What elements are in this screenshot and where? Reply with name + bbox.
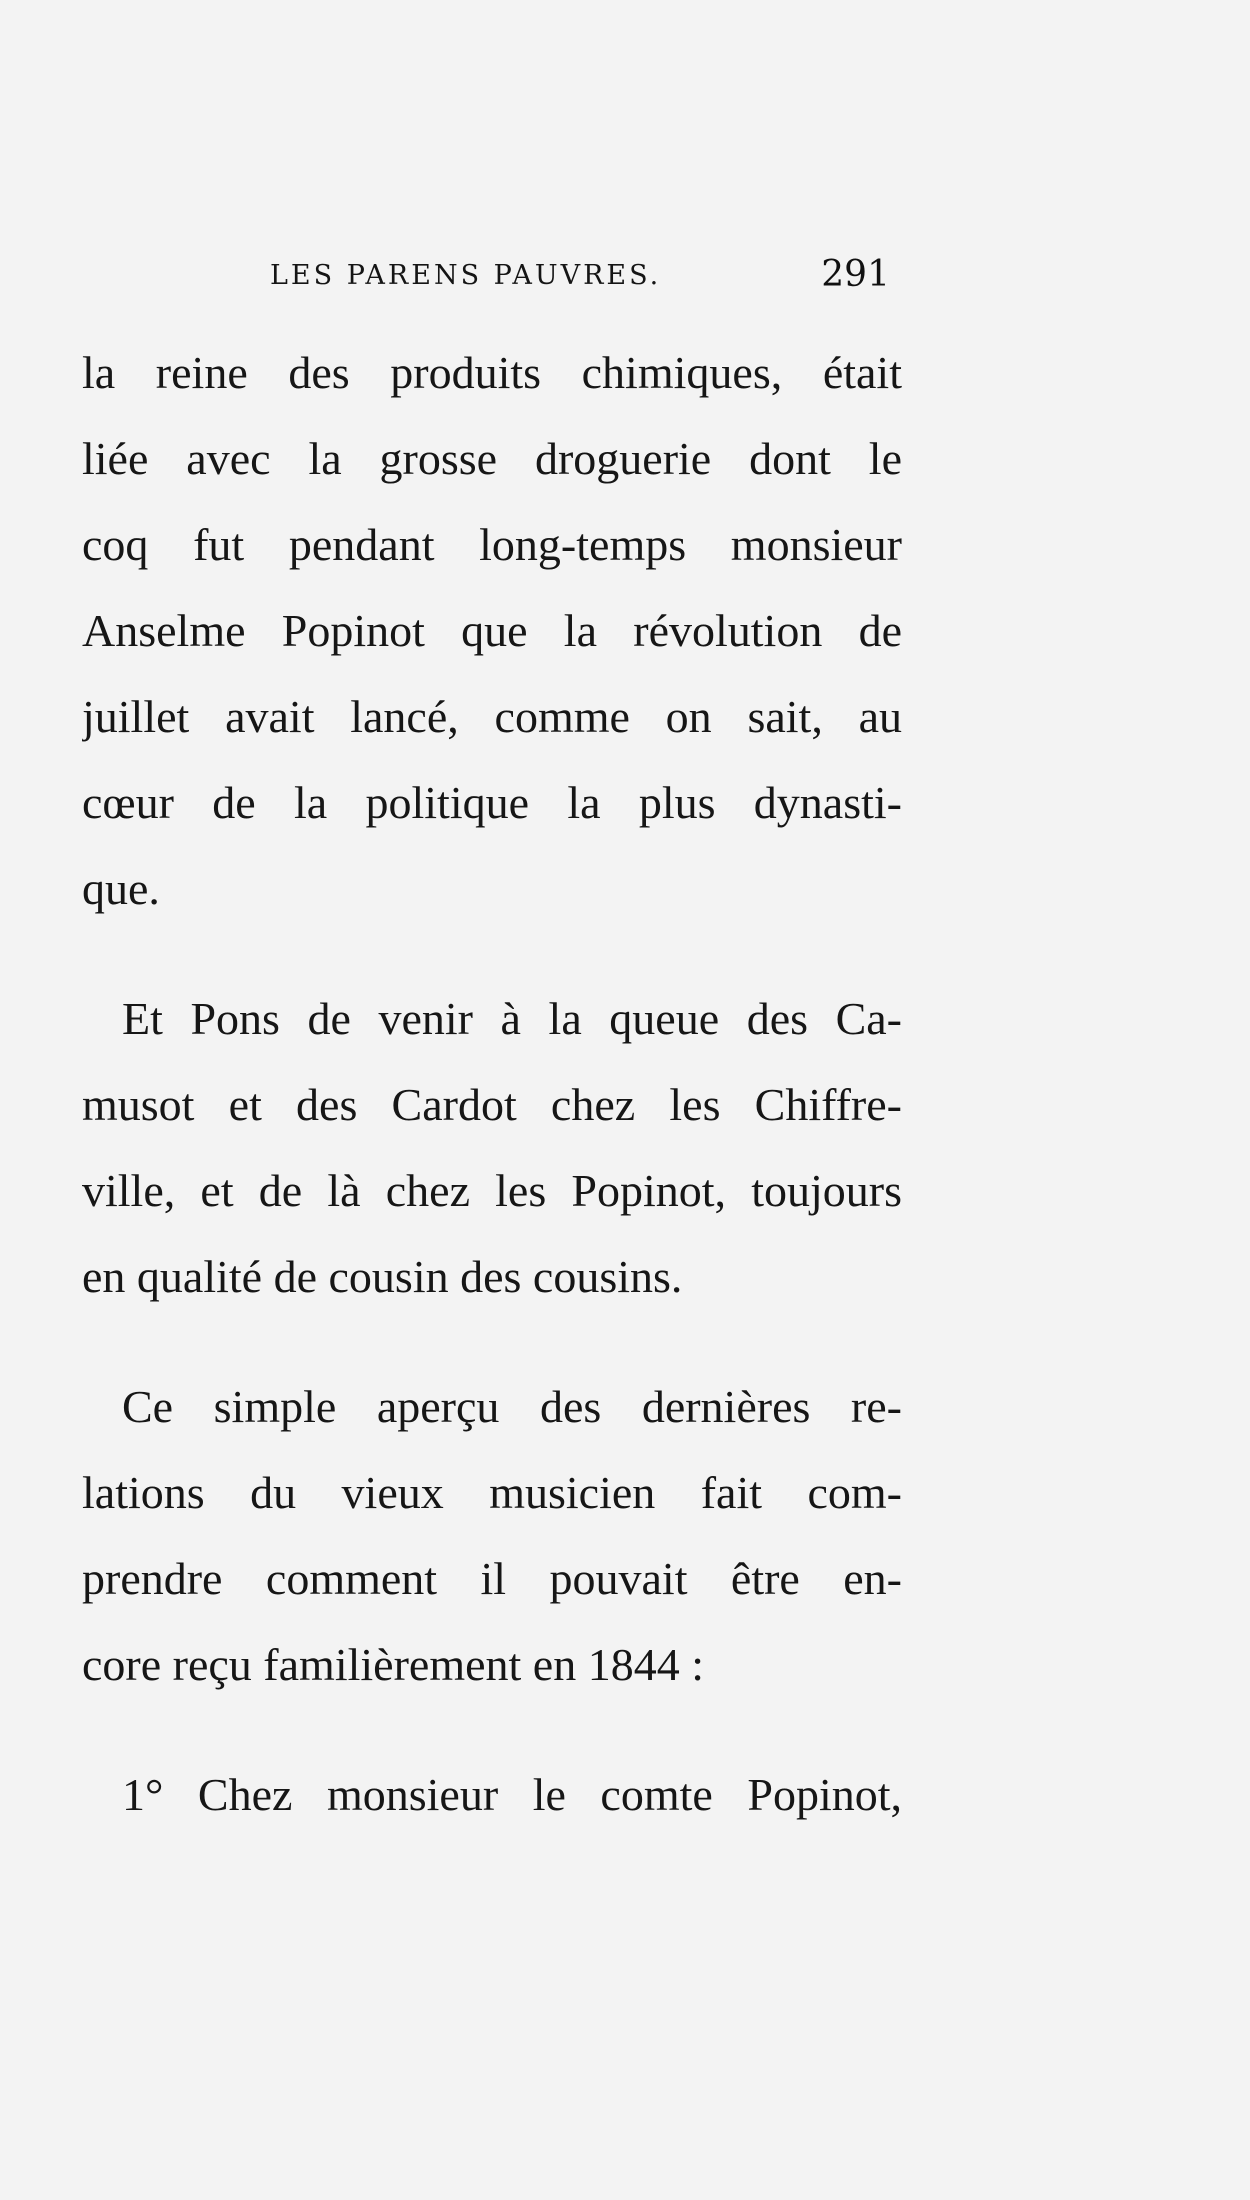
text-line: cœur de la politique la plus dynasti- <box>82 777 902 828</box>
paragraph-3 <box>82 1364 902 1708</box>
page-number: 291 <box>821 254 890 295</box>
running-title: LES PARENS PAUVRES. <box>270 260 662 291</box>
text-line: que. <box>82 863 160 914</box>
text-line: lations du vieux musicien fait com- <box>82 1467 902 1518</box>
paragraph-gap <box>82 1708 902 1752</box>
text-line: prendre comment il pouvait être en- <box>82 1553 902 1604</box>
text-line: Ce simple aperçu des dernières re- <box>122 1381 902 1432</box>
text-line: en qualité de cousin des cousins. <box>82 1251 683 1302</box>
text-line: Et Pons de venir à la queue des Ca- <box>122 993 902 1044</box>
paragraph-1 <box>82 330 902 932</box>
text-line: musot et des Cardot chez les Chiffre- <box>82 1079 902 1130</box>
running-head <box>265 254 890 304</box>
text-line: juillet avait lancé, comme on sait, au <box>82 691 902 742</box>
paragraph-4 <box>82 1752 902 1838</box>
text-line: Anselme Popinot que la révolution de <box>82 605 902 656</box>
paragraph-gap <box>82 1320 902 1364</box>
text-line: coq fut pendant long-temps monsieur <box>82 519 902 570</box>
paragraph-gap <box>82 932 902 976</box>
text-line: ville, et de là chez les Popinot, toujours <box>82 1165 902 1216</box>
paragraph-2 <box>82 976 902 1320</box>
text-line: la reine des produits chimiques, était <box>82 347 902 398</box>
text-line: core reçu familièrement en 1844 : <box>82 1639 704 1690</box>
body-text <box>82 330 902 1838</box>
text-line: 1° Chez monsieur le comte Popinot, <box>122 1769 902 1820</box>
text-line: liée avec la grosse droguerie dont le <box>82 433 902 484</box>
